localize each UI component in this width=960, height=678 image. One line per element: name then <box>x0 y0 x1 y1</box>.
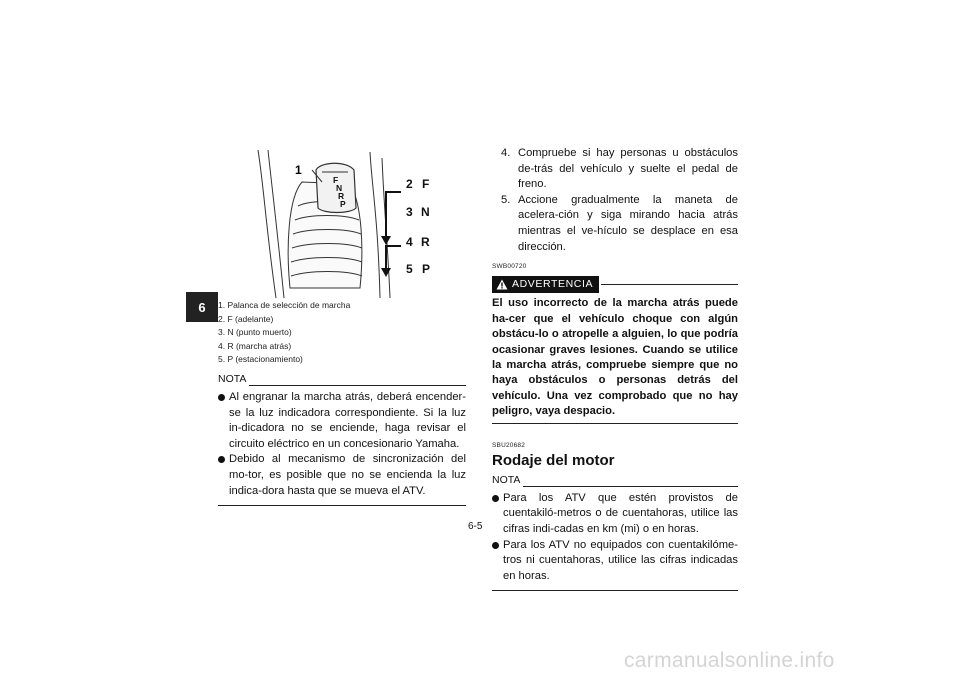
note-rule <box>492 590 738 591</box>
knob-letter-p: P <box>340 199 346 209</box>
note-item: Al engranar la marcha atrás, deberá encender-se la luz indicadora correspondiente. Si la luz in-dicadora no se enciende, haga revisar el circuito eléctrico en un concesionario Yamaha. <box>218 390 466 452</box>
section-code: SBU20682 <box>492 441 526 449</box>
position-2-letter: F <box>422 177 430 191</box>
legend-item: 3. N (punto muerto) <box>218 327 292 338</box>
position-3-num: 3 <box>406 205 413 219</box>
bullet-icon <box>218 456 225 463</box>
position-4-num: 4 <box>406 235 413 249</box>
bullet-icon <box>218 394 225 401</box>
page-number: 6-5 <box>468 521 483 532</box>
legend-item: 1. Palanca de selección de marcha <box>218 300 351 310</box>
position-2-num: 2 <box>406 177 413 191</box>
legend-item: 2. F (adelante) <box>218 313 274 324</box>
figure-legend <box>218 299 350 367</box>
step-item: 4. Compruebe si hay personas u obstáculos de-trás del vehículo y suelte el pedal de freno. <box>501 147 738 191</box>
step-item: 5. Accione gradualmente la maneta de acelera-ción y siga mirando hacia atrás mientras el ve-hículo se desplace en esa dirección. <box>501 193 738 253</box>
position-5-letter: P <box>422 262 431 276</box>
bullet-icon <box>492 495 499 502</box>
right-column <box>492 146 738 591</box>
knob-letter-n: N <box>336 183 343 193</box>
note-header <box>492 475 738 489</box>
note-rule <box>218 505 466 506</box>
legend-item: 5. P (estacionamiento) <box>218 354 303 365</box>
warning-text: El uso incorrecto de la marcha atrás puede ha-cer que el vehículo choque con algún obstácu-lo o atropelle a alguien, lo que podría ocasionar graves lesiones. Cuando se utilice la marcha atrás, compruebe siempre que no haya obstáculos o personas detrás del vehículo. Una vez comprobado que no hay peligro, vaya despacio. <box>492 297 738 418</box>
position-5-num: 5 <box>406 262 413 276</box>
note-label: NOTA <box>492 474 521 487</box>
watermark: carmanualsonline.info <box>624 649 835 672</box>
knob-letter-f: F <box>333 175 339 185</box>
gear-shift-figure <box>250 148 462 298</box>
bullet-icon <box>492 542 499 549</box>
warning-code: SWB00720 <box>492 263 527 271</box>
note-item: Debido al mecanismo de sincronización del mo-tor, es posible que no se encienda la luz indica-dora hasta que se mueva el ATV. <box>218 452 466 499</box>
note-label: NOTA <box>218 373 247 386</box>
chapter-tab: 6 <box>186 292 218 322</box>
warning-header <box>492 276 738 294</box>
section-title: Rodaje del motor <box>492 452 615 470</box>
legend-item: 4. R (marcha atrás) <box>218 340 292 351</box>
position-4-letter: R <box>421 235 430 249</box>
left-note <box>218 374 466 506</box>
warning-rule <box>492 423 738 424</box>
note-item: Para los ATV que estén provistos de cuentakiló-metros o de cuentahoras, utilice las cifras indi-cadas en km (mi) o en horas. <box>492 491 738 538</box>
warning-triangle-icon <box>496 279 508 290</box>
callout-1: 1 <box>295 163 302 177</box>
note-item: Para los ATV no equipados con cuentakilóme-tros ni cuentahoras, utilice las cifras indicadas en horas. <box>492 538 738 585</box>
note-header <box>218 374 466 388</box>
position-3-letter: N <box>421 205 430 219</box>
knob-letter-r: R <box>338 191 345 201</box>
warning-badge: ADVERTENCIA <box>492 276 599 294</box>
